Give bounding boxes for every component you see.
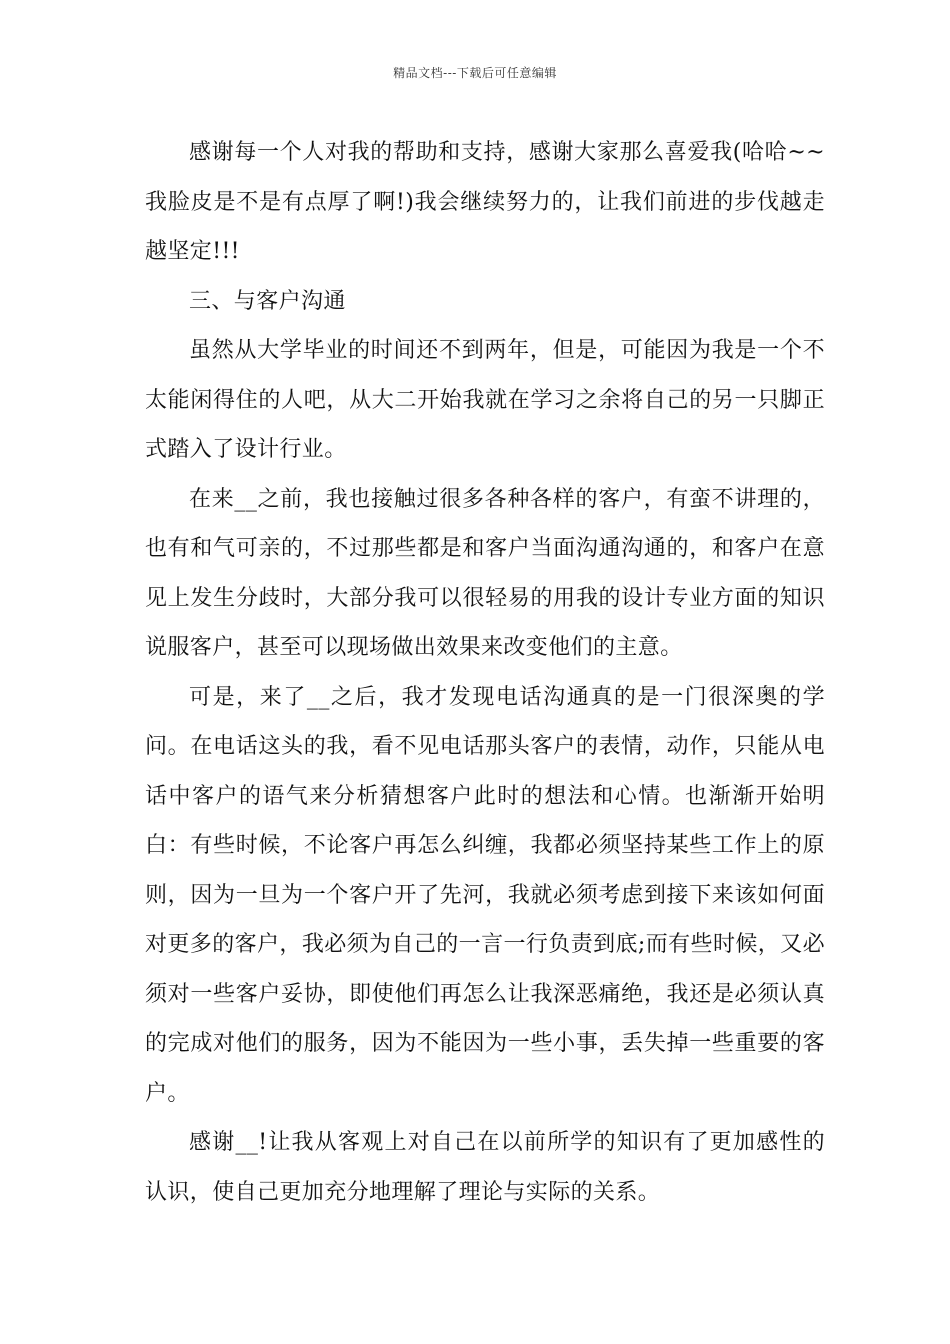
paragraph: 可是，来了__之后，我才发现电话沟通真的是一门很深奥的学问。在电话这头的我，看不见电话那头客户的表情，动作，只能从电话中客户的语气来分析猜想客户此时的想法和心情。也渐渐开始明白：有些时候，不论客户再怎么纠缠，我都必须坚持某些工作上的原则，因为一旦为一个客户开了先河，我就必须考虑到接下来该如何面对更多的客户，我必须为自己的一言一行负责到底;而有些时候，又必须对一些客户妥协，即使他们再怎么让我深恶痛绝，我还是必须认真的完成对他们的服务，因为不能因为一些小事，丢失掉一些重要的客户。	[145, 684, 825, 1106]
section-heading: 三、与客户沟通	[189, 288, 346, 314]
paragraph: 虽然从大学毕业的时间还不到两年，但是，可能因为我是一个不太能闲得住的人吧，从大二开始我就在学习之余将自己的另一只脚正式踏入了设计行业。	[145, 338, 825, 462]
page-header: 精品文档---下载后可任意编辑	[393, 66, 557, 80]
document-body	[145, 128, 825, 1217]
paragraph: 感谢每一个人对我的帮助和支持，感谢大家那么喜爱我(哈哈~~我脸皮是不是有点厚了啊!)我会继续努力的，让我们前进的步伐越走越坚定!!!	[145, 140, 825, 264]
paragraph: 感谢__!让我从客观上对自己在以前所学的知识有了更加感性的认识，使自己更加充分地理解了理论与实际的关系。	[145, 1130, 825, 1205]
paragraph: 在来__之前，我也接触过很多各种各样的客户，有蛮不讲理的，也有和气可亲的，不过那些都是和客户当面沟通沟通的，和客户在意见上发生分歧时，大部分我可以很轻易的用我的设计专业方面的知识说服客户，甚至可以现场做出效果来改变他们的主意。	[145, 486, 825, 660]
